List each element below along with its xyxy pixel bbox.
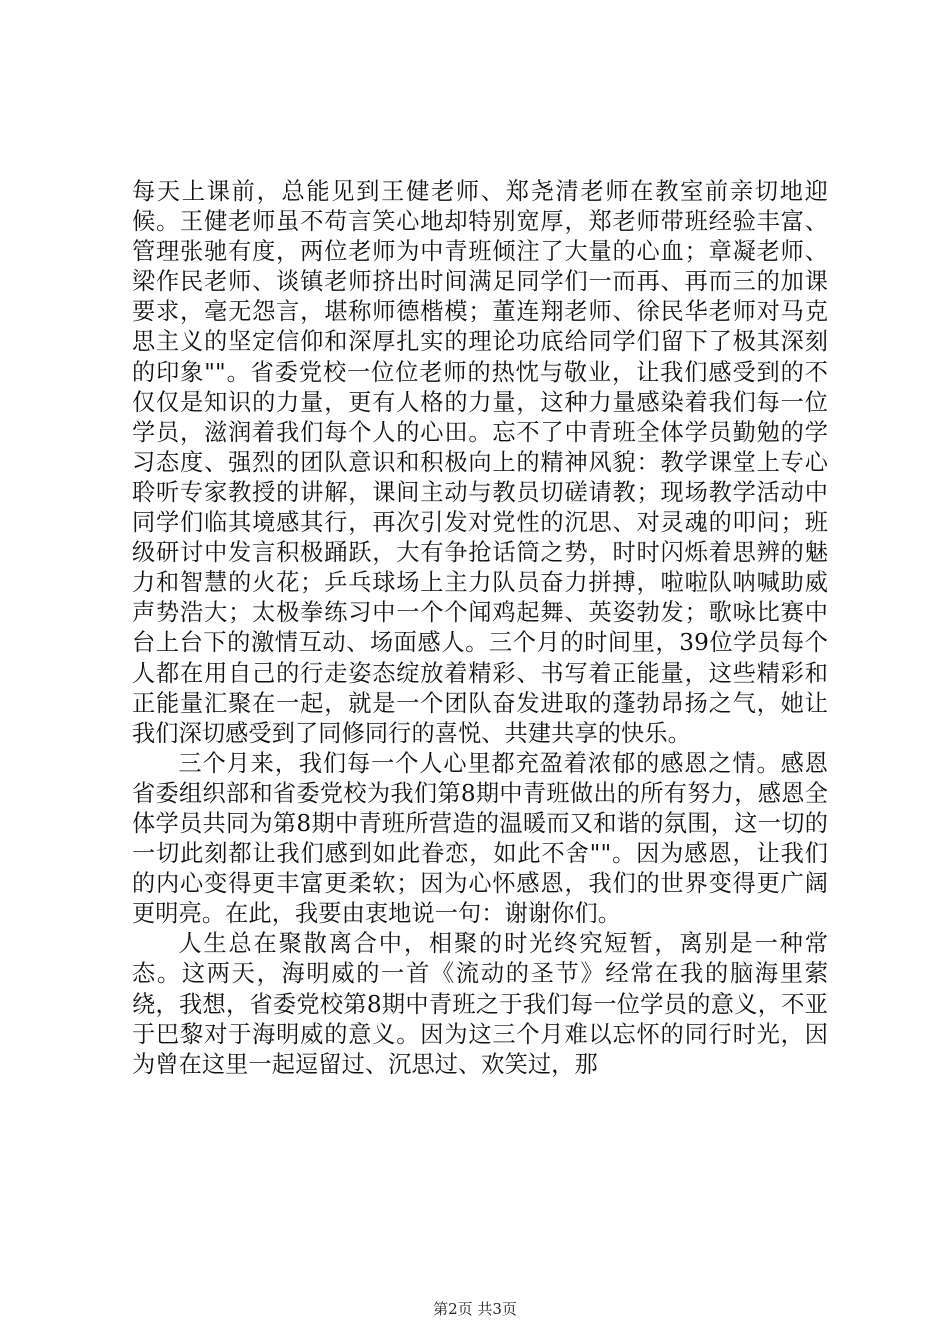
page-number-footer: 第2页 共3页 — [433, 1300, 517, 1318]
paragraph-farewell: 人生总在聚散离合中，相聚的时光终究短暂，离别是一种常态。这两天，海明威的一首《流动的圣节》经常在我的脑海里萦绕，我想，省委党校第8期中青班之于我们每一位学员的意义，不亚于巴黎对于海明威的意义。因为这三个月难以忘怀的同行时光，因为曾在这里一起逗留过、沉思过、欢笑过，那 — [132, 930, 828, 1078]
paragraph-teachers-and-classmates: 每天上课前，总能见到王健老师、郑尧清老师在教室前亲切地迎候。王健老师虽不苟言笑心地却特别宽厚，郑老师带班经验丰富、管理张驰有度，两位老师为中青班倾注了大量的心血；章凝老师、梁作民老师、谈镇老师挤出时间满足同学们一而再、再而三的加课要求，毫无怨言，堪称师德楷模；董连翔老师、徐民华老师对马克思主义的坚定信仰和深厚扎实的理论功底给同学们留下了极其深刻的印象""。省委党校一位位老师的热忱与敬业，让我们感受到的不仅仅是知识的力量，更有人格的力量，这种力量感染着我们每一位学员，滋润着我们每个人的心田。忘不了中青班全体学员勤勉的学习态度、强烈的团队意识和积极向上的精神风貌：教学课堂上专心聆听专家教授的讲解，课间主动与教员切磋请教；现场教学活动中同学们临其境感其行，再次引发对党性的沉思、对灵魂的叩问；班级研讨中发言积极踊跃，大有争抢话筒之势，时时闪烁着思辨的魅力和智慧的火花；乒乓球场上主力队员奋力拼搏，啦啦队呐喊助威声势浩大；太极拳练习中一个个闻鸡起舞、英姿勃发；歌咏比赛中台上台下的激情互动、场面感人。三个月的时间里，39位学员每个人都在用自己的行走姿态绽放着精彩、书写着正能量，这些精彩和正能量汇聚在一起，就是一个团队奋发进取的蓬勃昂扬之气，她让我们深切感受到了同修同行的喜悦、共建共享的快乐。 — [132, 178, 828, 747]
document-body — [132, 177, 828, 1080]
paragraph-gratitude: 三个月来，我们每一个人心里都充盈着浓郁的感恩之情。感恩省委组织部和省委党校为我们第8期中青班做出的所有努力，感恩全体学员共同为第8期中青班所营造的温暖而又和谐的氛围，这一切的一切此刻都让我们感到如此眷恋，如此不舍""。因为感恩，让我们的内心变得更丰富更柔软；因为心怀感恩，我们的世界变得更广阔更明亮。在此，我要由衷地说一句：谢谢你们。 — [132, 749, 828, 928]
